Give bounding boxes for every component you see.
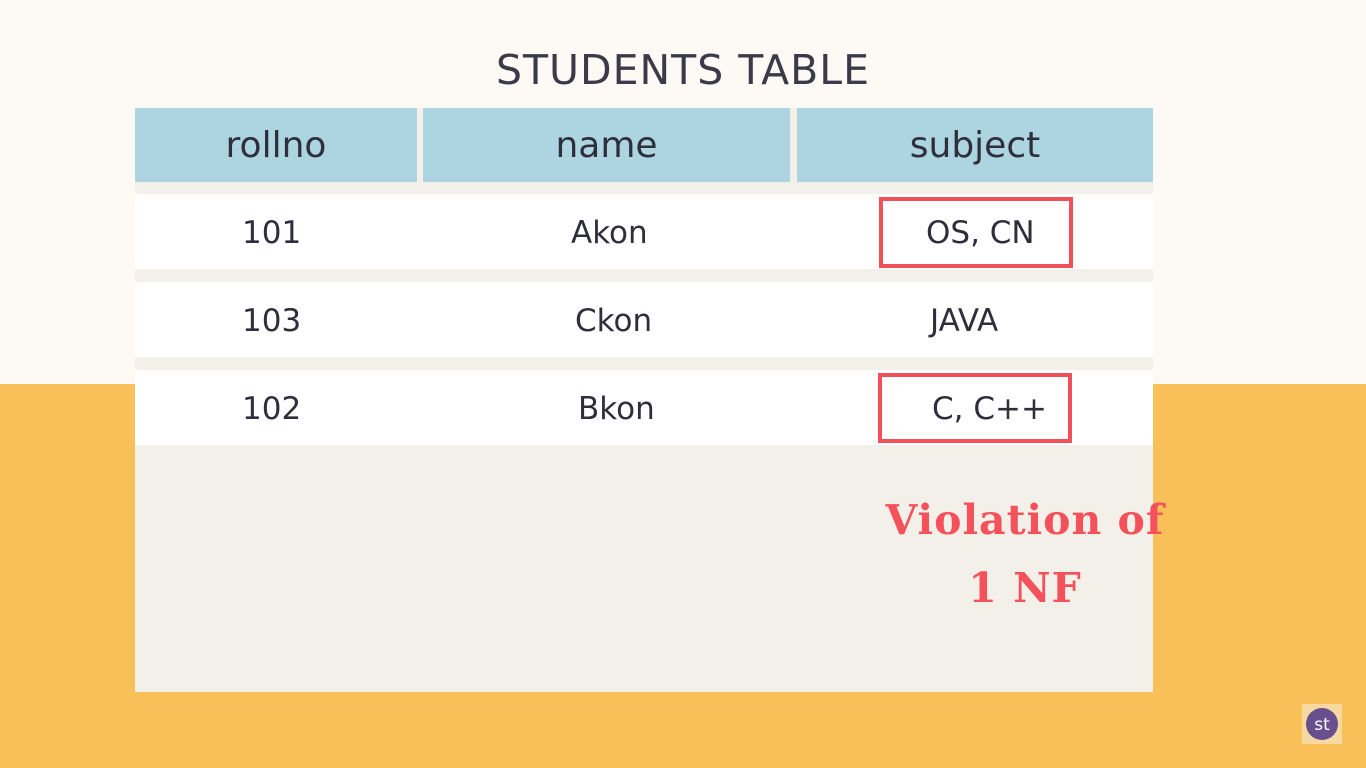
header-rollno: rollno: [135, 108, 417, 182]
header-name: name: [423, 108, 790, 182]
cell-name: Akon: [571, 215, 648, 251]
cell-name: Ckon: [575, 303, 653, 339]
channel-logo: [1302, 704, 1342, 744]
table-row: [135, 282, 1153, 357]
students-table: [135, 108, 1165, 692]
cell-subject: OS, CN: [926, 215, 1035, 251]
highlight-box-c-cpp: [878, 373, 1072, 443]
highlight-box-os-cn: [879, 197, 1073, 268]
cell-subject: C, C++: [932, 391, 1047, 427]
cell-name: Bkon: [578, 391, 655, 427]
cell-subject: JAVA: [930, 303, 999, 339]
violation-line-1: Violation of: [885, 496, 1165, 544]
header-subject: subject: [797, 108, 1153, 182]
violation-line-2: 1 NF: [968, 564, 1082, 612]
cell-rollno: 102: [242, 391, 302, 427]
cell-rollno: 101: [242, 215, 302, 251]
violation-annotation: [885, 486, 1165, 622]
slide-title: STUDENTS TABLE: [495, 46, 871, 94]
logo-icon: st: [1306, 708, 1338, 740]
cell-rollno: 103: [242, 303, 302, 339]
